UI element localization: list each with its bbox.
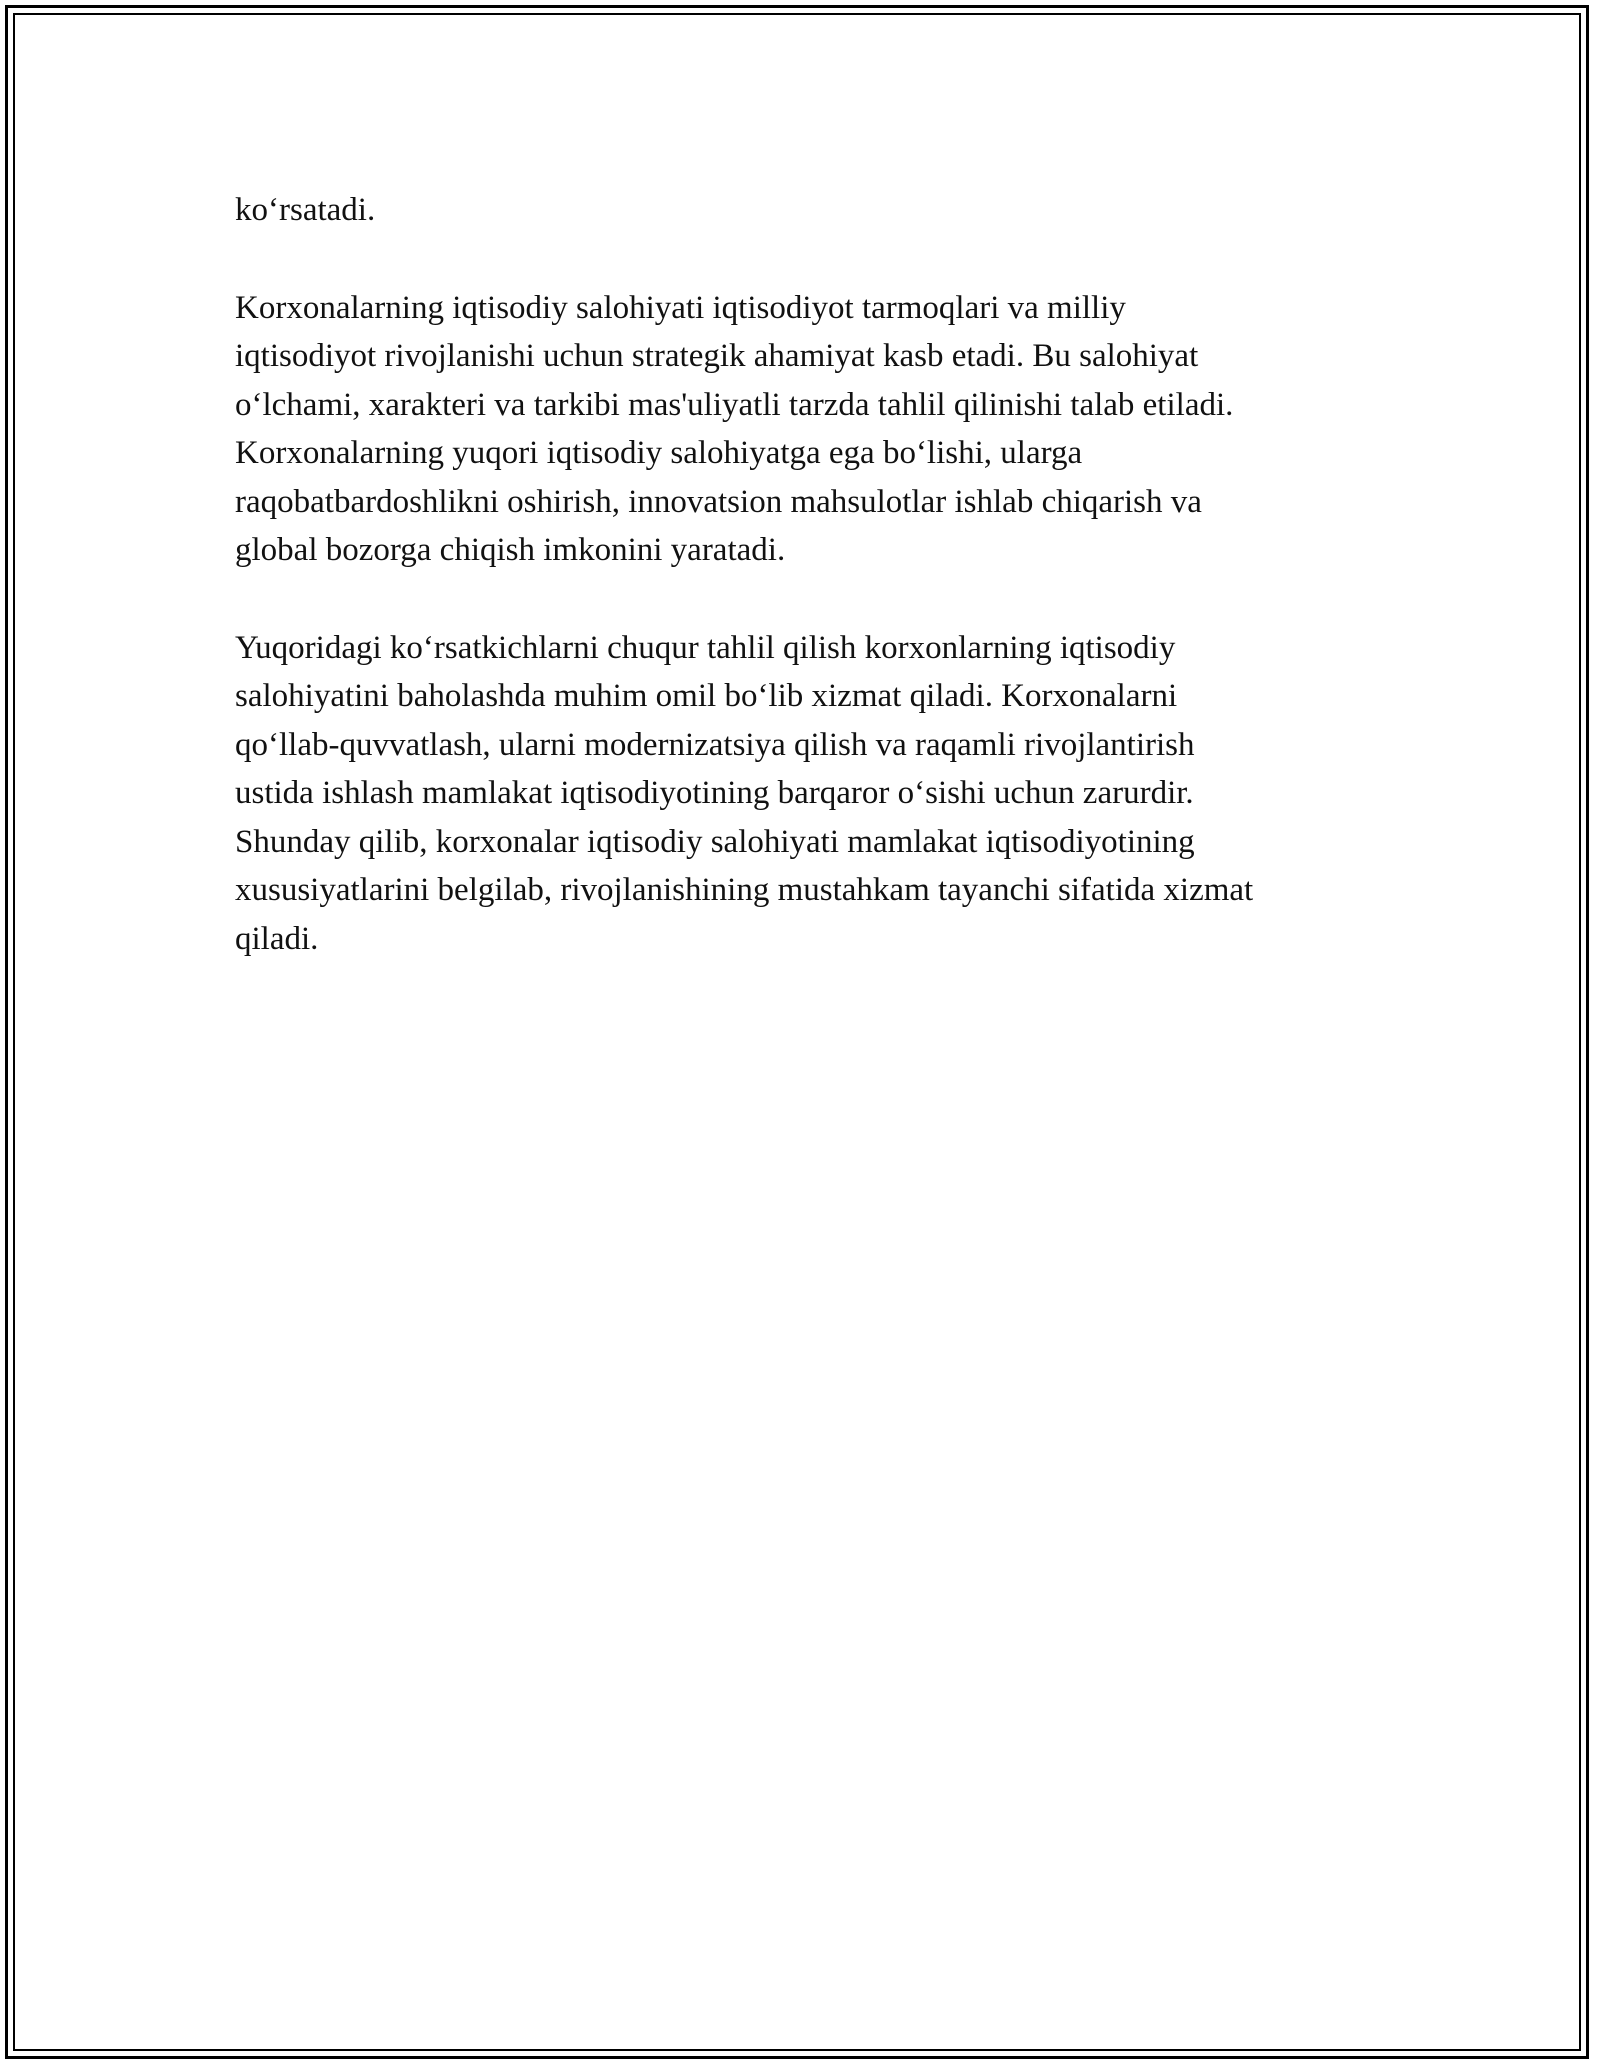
text-line: qo‘llab-quvvatlash, ularni modernizatsiya qilish va raqamli rivojlantirish [235, 726, 1195, 763]
text-line: xususiyatlarini belgilab, rivojlanishining mustahkam tayanchi sifatida xizmat [235, 872, 1254, 908]
text-line: Korxonalarning yuqori iqtisodiy salohiyatga ega bo‘lishi, ularga [235, 435, 1083, 471]
text-line: iqtisodiyot rivojlanishi uchun strategik ahamiyat kasb etadi. Bu salohiyat [235, 338, 1199, 374]
paragraph-2 [235, 284, 1385, 575]
text-line: salohiyatini baholashda muhim omil bo‘lib xizmat qiladi. Korxonalarni [235, 678, 1178, 714]
document-body [235, 186, 1385, 1012]
text-line: Korxonalarning iqtisodiy salohiyati iqtisodiyot tarmoqlari va milliy [235, 289, 1126, 326]
text-line: Shunday qilib, korxonalar iqtisodiy salohiyati mamlakat iqtisodiyotining [235, 823, 1195, 860]
text-line: raqobatbardoshlikni oshirish, innovatsion mahsulotlar ishlab chiqarish va [235, 483, 1202, 520]
paragraph-1 [235, 186, 1385, 235]
text-line: Yuqoridagi ko‘rsatkichlarni chuqur tahlil qilish korxonlarning iqtisodiy [235, 629, 1176, 666]
text-line: o‘lchami, xarakteri va tarkibi mas'uliyatli tarzda tahlil qilinishi talab etiladi. [235, 386, 1234, 423]
text-line: ustida ishlash mamlakat iqtisodiyotining barqaror o‘sishi uchun zarurdir. [235, 775, 1194, 811]
text-line: global bozorga chiqish imkonini yaratadi. [235, 532, 786, 568]
text-line: qiladi. [235, 920, 319, 957]
text-line: ko‘rsatadi. [235, 192, 376, 228]
paragraph-3 [235, 624, 1385, 964]
